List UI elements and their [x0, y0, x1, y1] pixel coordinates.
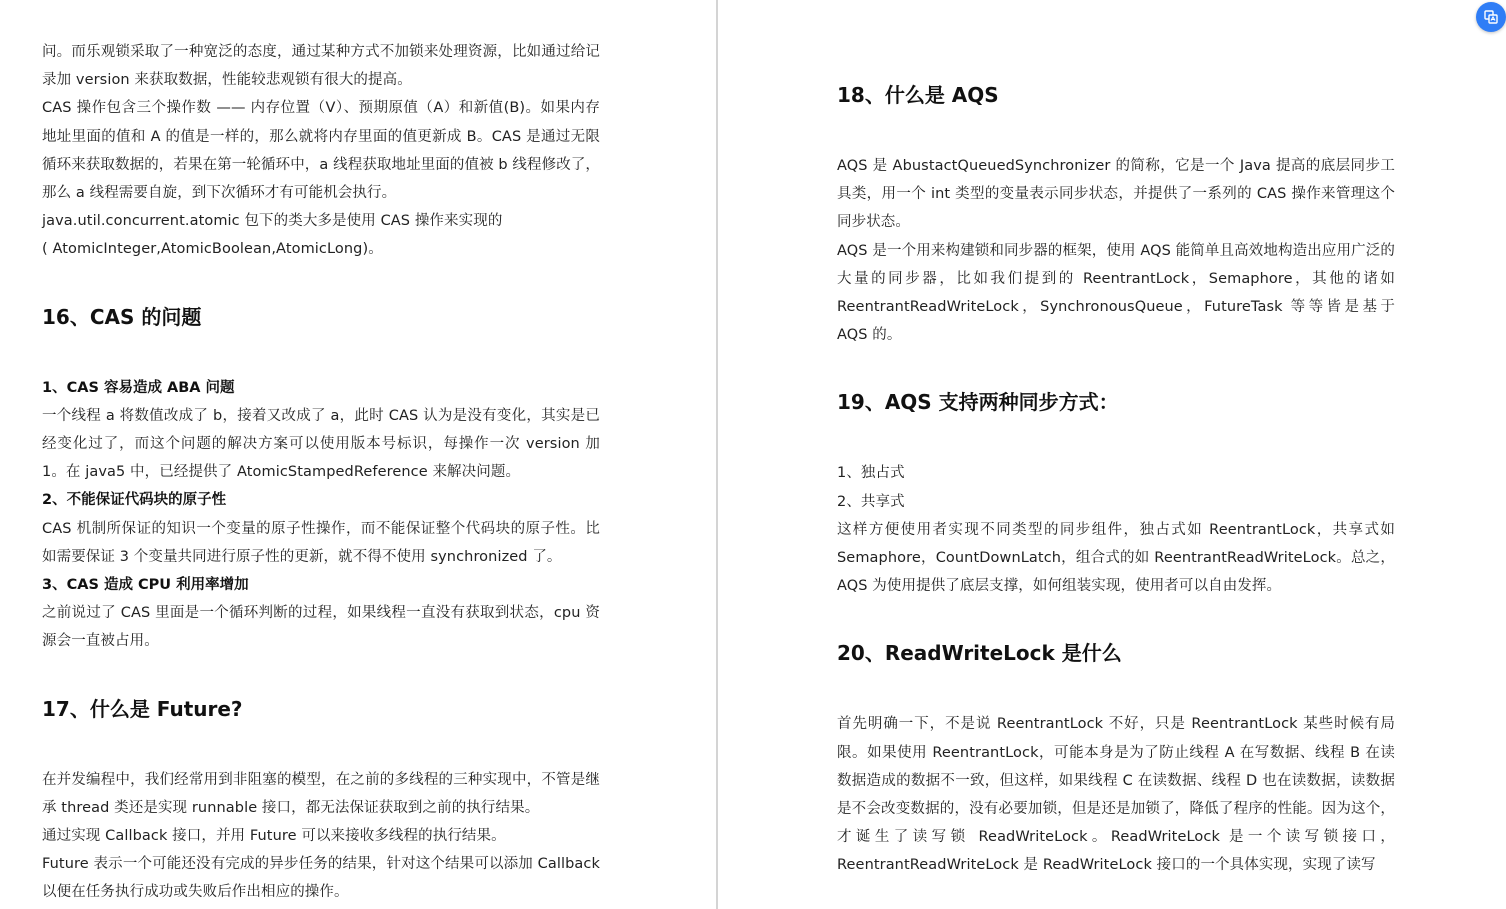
heading-20: 20、ReadWriteLock 是什么 [837, 641, 1122, 666]
paragraph-18-1: AQS 是 AbustactQueuedSynchronizer 的简称，它是一个 Java 提高的底层同步工具类，用一个 int 类型的变量表示同步状态，并提供了一系列的 CAS 操作来管理这个同步状态。 [837, 158, 1395, 231]
left-page [0, 0, 716, 909]
heading-17: 17、什么是 Future? [42, 696, 243, 721]
paragraph-19-3: 这样方便使用者实现不同类型的同步组件，独占式如 ReentrantLock，共享式如 Semaphore，CountDownLatch，组合式的如 ReentrantReadWriteLock。总之，AQS 为使用提供了底层支撑，如何组装实现，使用者可以自由发挥。 [837, 521, 1395, 595]
paragraph-cas-operands: CAS 操作包含三个操作数 —— 内存位置（V）、预期原值（A）和新值(B)。如果内存地址里面的值和 A 的值是一样的，那么就将内存里面的值更新成 B。CAS 是通过无限循环来获取数据的，若果在第一轮循环中，a 线程获取地址里面的值被 b 线程修改了，那么 a 线程需要自旋，到下次循环才有可能机会执行。 [42, 100, 601, 202]
translate-icon [1483, 9, 1499, 25]
paragraph-19-1: 1、独占式 [837, 465, 905, 482]
paragraph-atomic-classes: ( AtomicInteger,AtomicBoolean,AtomicLong)。 [42, 241, 383, 258]
subheading-16-1: 1、CAS 容易造成 ABA 问题 [42, 379, 235, 396]
paragraph-19-2: 2、共享式 [837, 493, 905, 510]
paragraph-17-3: Future 表示一个可能还没有完成的异步任务的结果，针对这个结果可以添加 Callback 以便在任务执行成功或失败后作出相应的操作。 [42, 856, 600, 901]
heading-18: 18、什么是 AQS [837, 83, 999, 107]
translate-button[interactable] [1476, 2, 1506, 32]
paragraph-17-2: 通过实现 Callback 接口，并用 Future 可以来接收多线程的执行结果。 [42, 828, 506, 845]
heading-16: 16、CAS 的问题 [42, 304, 202, 329]
paragraph-20-1: 首先明确一下，不是说 ReentrantLock 不好，只是 ReentrantLock 某些时候有局限。如果使用 ReentrantLock，可能本身是为了防止线程 A 在写数据、线程 B 在读数据造成的数据不一致，但这样，如果线程 C 在读数据、线程 D 也在读数据，读数据是不会改变数据的，没有必要加锁，但是还是加锁了，降低了程序的性能。因为这个，才诞生了读写锁 ReadWriteLock。ReadWriteLock 是一个读写锁接口，ReentrantReadWriteLock 是 ReadWriteLock 接口的一个具体实现，实现了读写 [837, 716, 1395, 874]
right-page-content [837, 78, 1395, 880]
paragraph-atomic-package: java.util.concurrent.atomic 包下的类大多是使用 CAS 操作来实现的 [42, 213, 503, 230]
paragraph-16-1: 一个线程 a 将数值改成了 b，接着又改成了 a，此时 CAS 认为是没有变化，其实是已经变化过了，而这个问题的解决方案可以使用版本号标识，每操作一次 version 加 1。在 java5 中，已经提供了 AtomicStampedReference 来解决问题。 [42, 407, 600, 481]
right-page [718, 0, 1506, 909]
paragraph-16-2: CAS 机制所保证的知识一个变量的原子性操作，而不能保证整个代码块的原子性。比如需要保证 3 个变量共同进行原子性的更新，就不得不使用 synchronized 了。 [42, 520, 600, 565]
subheading-16-2: 2、不能保证代码块的原子性 [42, 492, 227, 509]
subheading-16-3: 3、CAS 造成 CPU 利用率增加 [42, 577, 249, 594]
paragraph-optimistic-lock: 问。而乐观锁采取了一种宽泛的态度，通过某种方式不加锁来处理资源，比如通过给记录加 version 来获取数据，性能较悲观锁有很大的提高。 [42, 44, 600, 89]
paragraph-17-1: 在并发编程中，我们经常用到非阻塞的模型，在之前的多线程的三种实现中，不管是继承 thread 类还是实现 runnable 接口，都无法保证获取到之前的执行结果。 [42, 771, 600, 816]
paragraph-16-3: 之前说过了 CAS 里面是一个循环判断的过程，如果线程一直没有获取到状态，cpu 资源会一直被占用。 [42, 605, 600, 650]
heading-19: 19、AQS 支持两种同步方式： [837, 390, 1119, 415]
paragraph-18-2: AQS 是一个用来构建锁和同步器的框架，使用 AQS 能简单且高效地构造出应用广泛的大量的同步器，比如我们提到的 ReentrantLock，Semaphore，其他的诸如 ReentrantReadWriteLock，SynchronousQueue，FutureTask 等等皆是基于 AQS 的。 [837, 242, 1395, 344]
left-page-content [42, 38, 600, 907]
